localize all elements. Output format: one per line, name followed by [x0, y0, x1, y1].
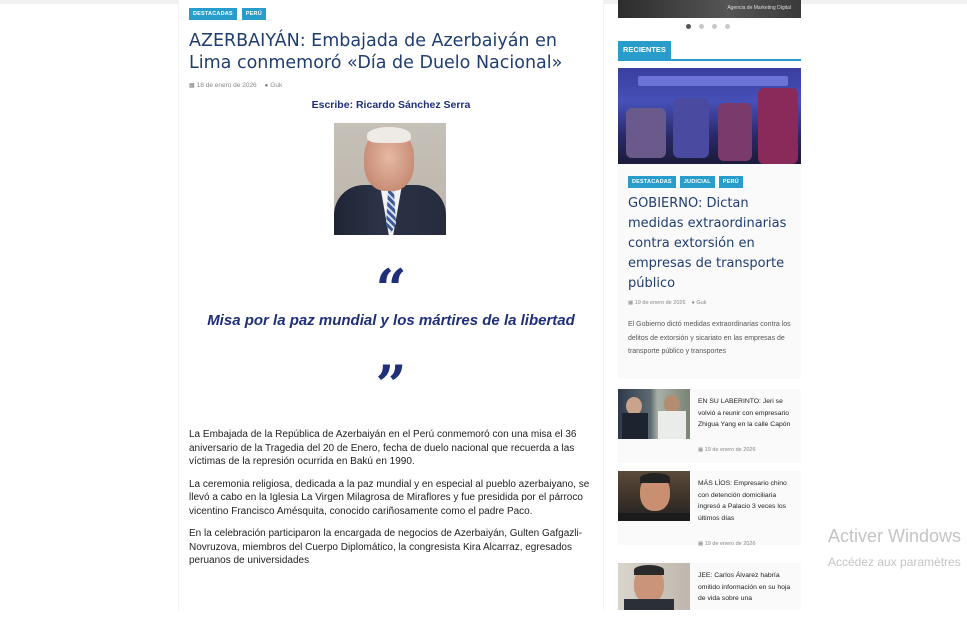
article-paragraph: La ceremonia religiosa, dedicada a la paz mundial y en especial al pueblo azerbaiyano, se llevó a cabo en la Iglesia La Virgen Milagrosa de Miraflores y fue presidida por el párroco vicentino Francisco Amésquita, conocido cariñosamente como el padre Paco.	[189, 478, 590, 517]
list-item-date: ▦ 19 de enero de 2026	[698, 541, 756, 547]
slider-dot[interactable]	[725, 24, 730, 29]
pull-quote: Misa por la paz mundial y los mártires de la libertad	[207, 312, 575, 329]
badge-peru[interactable]: PERÚ	[719, 176, 743, 188]
activation-watermark-subtitle: Accédez aux paramètres	[828, 555, 961, 569]
list-item-title[interactable]: JEE: Carlos Álvarez habría omitido información en su hoja de vida sobre una	[698, 572, 791, 602]
slider-dot[interactable]	[686, 24, 691, 29]
calendar-icon: ▦	[628, 300, 635, 306]
article	[178, 0, 604, 610]
list-item-date: ▦ 19 de enero de 2026	[698, 447, 756, 453]
list-item-title[interactable]: MÁS LÍOS: Empresario chino con detención domiciliaria ingresó a Palacio 3 veces los últimos días	[698, 480, 787, 522]
slider-dot[interactable]	[712, 24, 717, 29]
user-icon: ●	[691, 300, 697, 306]
calendar-icon: ▦	[698, 447, 705, 453]
list-item[interactable]	[618, 471, 801, 545]
quote-open-icon: “	[375, 257, 407, 321]
featured-title[interactable]: GOBIERNO: Dictan medidas extraordinarias contra extorsión en empresas de transporte público	[628, 196, 787, 291]
recientes-label: RECIENTES	[618, 41, 671, 59]
sidebar	[618, 0, 802, 610]
slider-image[interactable]	[618, 0, 801, 18]
calendar-icon: ▦	[698, 541, 705, 547]
badge-peru[interactable]: PERÚ	[242, 8, 266, 20]
article-paragraph: La Embajada de la República de Azerbaiyán en el Perú conmemoró con una misa el 36 aniversario de la Tragedia del 20 de Enero, fecha de duelo nacional que recuerda a las víctimas de la represión ocurrida en Bakú en 1990.	[189, 429, 577, 467]
slider-dots	[686, 24, 730, 29]
quote-close-icon: ”	[375, 353, 407, 417]
list-item[interactable]	[618, 563, 801, 610]
list-item-title[interactable]: EN SU LABERINTO: Jeri se volvió a reunir con empresario Zhigua Yang en la calle Capón	[698, 398, 791, 428]
featured-excerpt: El Gobierno dictó medidas extraordinarias contra los delitos de extorsión y sicariato en las empresas de transporte público y transportes	[628, 321, 791, 355]
article-byline: Escribe: Ricardo Sánchez Serra	[311, 99, 471, 111]
featured-badges	[628, 176, 743, 188]
featured-image[interactable]	[618, 68, 801, 164]
user-icon: ●	[264, 83, 269, 89]
featured-author[interactable]: ● Guk	[691, 300, 707, 306]
badge-destacadas[interactable]: DESTACADAS	[628, 176, 676, 188]
author-photo	[334, 123, 446, 235]
featured-meta	[628, 300, 706, 306]
article-title: AZERBAIYÁN: Embajada de Azerbaiyán en Lima conmemoró «Día de Duelo Nacional»	[189, 31, 563, 73]
activation-watermark-title: Activer Windows	[828, 526, 962, 546]
list-item-thumbnail[interactable]	[618, 471, 690, 521]
article-author[interactable]: ● Guk	[264, 82, 283, 89]
featured-date[interactable]: ▦ 19 de enero de 2026	[628, 300, 686, 306]
article-date[interactable]: ▦ 18 de enero de 2026	[189, 82, 257, 89]
slider-caption: Agencia de Marketing Digital	[727, 5, 791, 11]
list-item-thumbnail[interactable]	[618, 389, 690, 439]
badge-judicial[interactable]: JUDICIAL	[680, 176, 715, 188]
calendar-icon: ▦	[189, 83, 195, 89]
article-meta	[189, 82, 282, 89]
slider-dot[interactable]	[699, 24, 704, 29]
recientes-header	[618, 41, 801, 61]
article-body	[189, 428, 593, 577]
list-item-thumbnail[interactable]	[618, 563, 690, 610]
article-paragraph: En la celebración participaron la encargada de negocios de Azerbaiyán, Gulten Gafgazli-Novruzova, miembros del Cuerpo Diplomático, la congresista Kira Alcarraz, egresados peruanos de universidades	[189, 528, 583, 566]
list-item[interactable]	[618, 389, 801, 463]
badge-destacadas[interactable]: DESTACADAS	[189, 8, 237, 20]
article-badges	[189, 8, 266, 20]
